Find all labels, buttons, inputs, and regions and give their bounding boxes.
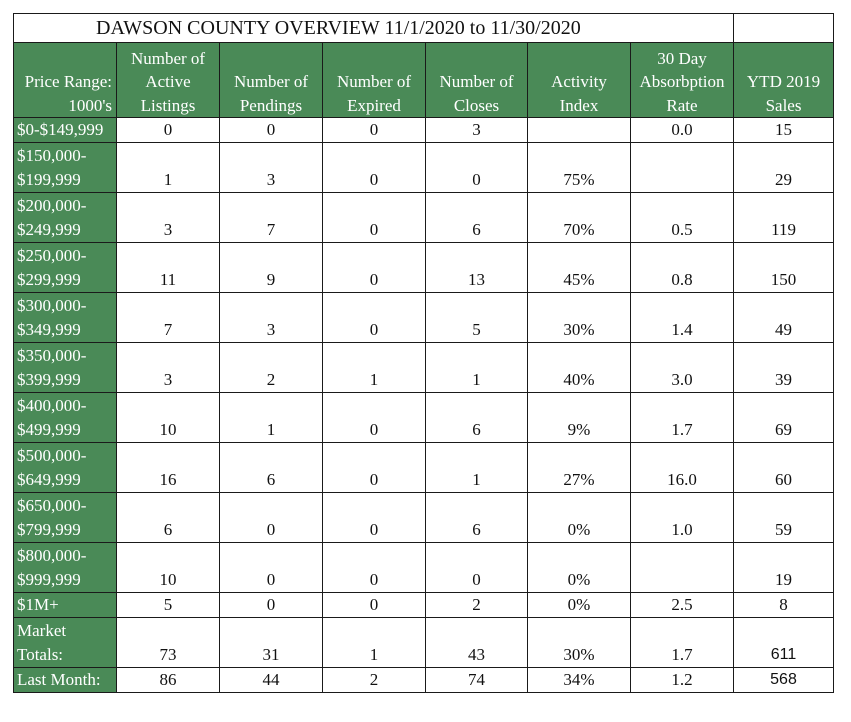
- header-closes: Number of Closes: [426, 43, 528, 118]
- cell-absorption-rate: 16.0: [631, 443, 734, 493]
- cell-activity-index: 0%: [528, 593, 631, 618]
- cell-active-listings: 3: [117, 193, 220, 243]
- cell-activity-index: 9%: [528, 393, 631, 443]
- cell-absorption-rate: 1.2: [631, 668, 734, 693]
- cell-pendings: 6: [220, 443, 323, 493]
- cell-pendings: 1: [220, 393, 323, 443]
- cell-absorption-rate: 1.4: [631, 293, 734, 343]
- price-range-label: $1M+: [14, 593, 117, 618]
- price-range-label: $250,000- $299,999: [14, 243, 117, 293]
- cell-expired: 2: [323, 668, 426, 693]
- cell-active-listings: 6: [117, 493, 220, 543]
- price-range-label: $400,000- $499,999: [14, 393, 117, 443]
- cell-pendings: 3: [220, 293, 323, 343]
- price-range-label: $500,000- $649,999: [14, 443, 117, 493]
- cell-expired: 0: [323, 193, 426, 243]
- cell-closes: 0: [426, 143, 528, 193]
- cell-absorption-rate: 0.0: [631, 118, 734, 143]
- cell-expired: 0: [323, 293, 426, 343]
- cell-ytd-sales: 568: [734, 668, 834, 693]
- table-row: [14, 143, 834, 193]
- cell-closes: 1: [426, 343, 528, 393]
- cell-activity-index: 75%: [528, 143, 631, 193]
- table-row: [14, 118, 834, 143]
- cell-absorption-rate: 3.0: [631, 343, 734, 393]
- cell-ytd-sales: 59: [734, 493, 834, 543]
- cell-ytd-sales: 49: [734, 293, 834, 343]
- cell-activity-index: 34%: [528, 668, 631, 693]
- cell-expired: 0: [323, 118, 426, 143]
- cell-absorption-rate: [631, 543, 734, 593]
- cell-ytd-sales: 119: [734, 193, 834, 243]
- cell-activity-index: 45%: [528, 243, 631, 293]
- cell-active-listings: 7: [117, 293, 220, 343]
- cell-active-listings: 11: [117, 243, 220, 293]
- header-expired: Number of Expired: [323, 43, 426, 118]
- title-blank-cell: [734, 14, 834, 43]
- cell-expired: 0: [323, 393, 426, 443]
- cell-active-listings: 1: [117, 143, 220, 193]
- cell-expired: 0: [323, 593, 426, 618]
- table-row: [14, 493, 834, 543]
- cell-absorption-rate: [631, 143, 734, 193]
- overview-table-container: [13, 13, 833, 710]
- cell-closes: 43: [426, 618, 528, 668]
- header-row: [14, 43, 834, 118]
- cell-closes: 74: [426, 668, 528, 693]
- header-active-listings: Number of Active Listings: [117, 43, 220, 118]
- cell-activity-index: 0%: [528, 543, 631, 593]
- cell-absorption-rate: 1.7: [631, 393, 734, 443]
- table-row: [14, 543, 834, 593]
- cell-closes: 6: [426, 493, 528, 543]
- price-range-label: $300,000- $349,999: [14, 293, 117, 343]
- cell-active-listings: 73: [117, 618, 220, 668]
- cell-ytd-sales: 60: [734, 443, 834, 493]
- cell-closes: 1: [426, 443, 528, 493]
- header-absorption-rate: 30 Day Absorbption Rate: [631, 43, 734, 118]
- cell-ytd-sales: 8: [734, 593, 834, 618]
- price-range-label: $350,000- $399,999: [14, 343, 117, 393]
- cell-activity-index: 70%: [528, 193, 631, 243]
- cell-expired: 1: [323, 618, 426, 668]
- cell-closes: 0: [426, 543, 528, 593]
- cell-pendings: 0: [220, 593, 323, 618]
- table-row: [14, 293, 834, 343]
- cell-closes: 3: [426, 118, 528, 143]
- cell-pendings: 0: [220, 543, 323, 593]
- price-range-label: $800,000- $999,999: [14, 543, 117, 593]
- header-activity-index: Activity Index: [528, 43, 631, 118]
- price-range-label: $0-$149,999: [14, 118, 117, 143]
- cell-absorption-rate: 1.7: [631, 618, 734, 668]
- cell-activity-index: 27%: [528, 443, 631, 493]
- cell-ytd-sales: 611: [734, 618, 834, 668]
- cell-active-listings: 10: [117, 543, 220, 593]
- cell-ytd-sales: 39: [734, 343, 834, 393]
- cell-expired: 0: [323, 493, 426, 543]
- cell-pendings: 3: [220, 143, 323, 193]
- dawson-county-overview-table: [13, 13, 834, 693]
- cell-pendings: 31: [220, 618, 323, 668]
- table-body: [14, 118, 834, 693]
- cell-ytd-sales: 19: [734, 543, 834, 593]
- table-row: [14, 243, 834, 293]
- cell-closes: 13: [426, 243, 528, 293]
- cell-pendings: 0: [220, 118, 323, 143]
- price-range-label: Market Totals:: [14, 618, 117, 668]
- header-ytd-sales: YTD 2019 Sales: [734, 43, 834, 118]
- table-row: [14, 618, 834, 668]
- cell-absorption-rate: 0.5: [631, 193, 734, 243]
- cell-active-listings: 16: [117, 443, 220, 493]
- cell-ytd-sales: 15: [734, 118, 834, 143]
- cell-expired: 0: [323, 443, 426, 493]
- cell-active-listings: 3: [117, 343, 220, 393]
- table-row: [14, 393, 834, 443]
- cell-pendings: 2: [220, 343, 323, 393]
- cell-active-listings: 0: [117, 118, 220, 143]
- table-row: [14, 668, 834, 693]
- cell-closes: 6: [426, 393, 528, 443]
- price-range-label: $200,000- $249,999: [14, 193, 117, 243]
- cell-ytd-sales: 29: [734, 143, 834, 193]
- cell-pendings: 7: [220, 193, 323, 243]
- cell-absorption-rate: 1.0: [631, 493, 734, 543]
- cell-closes: 6: [426, 193, 528, 243]
- cell-active-listings: 5: [117, 593, 220, 618]
- table-row: [14, 593, 834, 618]
- cell-ytd-sales: 150: [734, 243, 834, 293]
- cell-expired: 0: [323, 243, 426, 293]
- cell-active-listings: 86: [117, 668, 220, 693]
- cell-pendings: 0: [220, 493, 323, 543]
- cell-absorption-rate: 2.5: [631, 593, 734, 618]
- table-row: [14, 443, 834, 493]
- price-range-label: Last Month:: [14, 668, 117, 693]
- cell-activity-index: 30%: [528, 293, 631, 343]
- cell-ytd-sales: 69: [734, 393, 834, 443]
- price-range-label: $150,000- $199,999: [14, 143, 117, 193]
- cell-expired: 1: [323, 343, 426, 393]
- table-title: DAWSON COUNTY OVERVIEW 11/1/2020 to 11/30/2020: [14, 14, 734, 43]
- cell-expired: 0: [323, 543, 426, 593]
- cell-activity-index: 30%: [528, 618, 631, 668]
- price-range-label: $650,000- $799,999: [14, 493, 117, 543]
- header-price-range: Price Range: 1000's: [14, 43, 117, 118]
- cell-active-listings: 10: [117, 393, 220, 443]
- cell-activity-index: 40%: [528, 343, 631, 393]
- cell-pendings: 9: [220, 243, 323, 293]
- table-row: [14, 343, 834, 393]
- table-row: [14, 193, 834, 243]
- cell-closes: 5: [426, 293, 528, 343]
- cell-activity-index: 0%: [528, 493, 631, 543]
- cell-absorption-rate: 0.8: [631, 243, 734, 293]
- header-pendings: Number of Pendings: [220, 43, 323, 118]
- cell-closes: 2: [426, 593, 528, 618]
- cell-expired: 0: [323, 143, 426, 193]
- cell-pendings: 44: [220, 668, 323, 693]
- cell-activity-index: [528, 118, 631, 143]
